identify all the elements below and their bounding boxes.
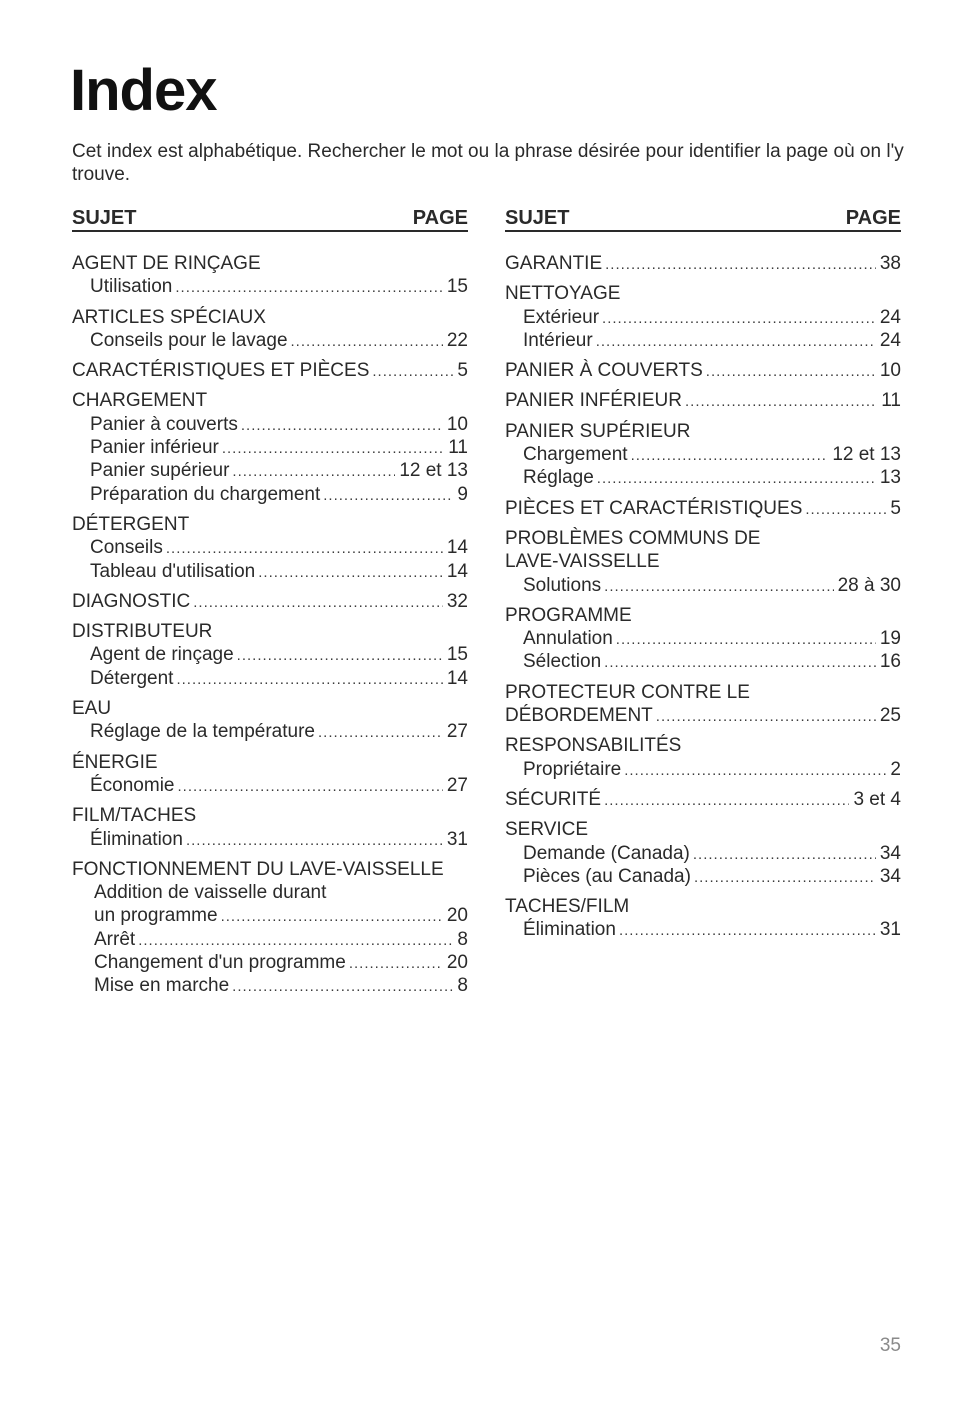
- entry-page: 13: [879, 467, 901, 489]
- index-subentry: [72, 974, 468, 997]
- entry-page: 5: [890, 497, 901, 519]
- entry-text: SERVICE: [505, 819, 589, 841]
- entry-page: 11: [448, 437, 468, 459]
- dot-leader: [631, 444, 829, 467]
- entry-page: 31: [446, 828, 468, 850]
- index-heading: [505, 604, 901, 627]
- index-entry: [72, 252, 468, 299]
- entry-text: PROTECTEUR CONTRE LE: [505, 681, 750, 703]
- entry-text: PANIER À COUVERTS: [505, 360, 703, 382]
- entry-page: 20: [446, 905, 468, 927]
- index-heading: [505, 389, 901, 412]
- page-number: 35: [879, 1335, 901, 1356]
- entry-text: Addition de vaisselle durant: [94, 882, 327, 904]
- entry-text: FONCTIONNEMENT DU LAVE-VAISSELLE: [72, 858, 444, 880]
- index-heading: [72, 306, 468, 329]
- index-column-left: [72, 207, 468, 1005]
- entry-text: Panier à couverts: [90, 413, 238, 435]
- entry-text: Élimination: [523, 919, 616, 941]
- entry-page: 22: [446, 329, 468, 351]
- entry-text: Réglage de la température: [90, 721, 315, 743]
- index-entry: [505, 788, 901, 811]
- entry-page: 3 et 4: [853, 788, 901, 810]
- index-entry: [505, 497, 901, 520]
- entry-text: PROBLÈMES COMMUNS DE: [505, 527, 761, 549]
- index-subentry: [72, 560, 468, 583]
- index-subentry: [72, 904, 468, 927]
- index-entries: [505, 252, 901, 942]
- entry-text: FILM/TACHES: [72, 805, 197, 827]
- entry-page: 27: [446, 721, 468, 743]
- dot-leader: [175, 276, 442, 299]
- entry-text: CARACTÉRISTIQUES ET PIÈCES: [72, 360, 370, 382]
- entry-page: 20: [446, 952, 468, 974]
- dot-leader: [232, 975, 453, 998]
- index-heading: [505, 527, 901, 550]
- entry-text: DIAGNOSTIC: [72, 590, 191, 612]
- entry-page: 9: [457, 483, 468, 505]
- entry-text: DÉTERGENT: [72, 513, 190, 535]
- dot-leader: [176, 668, 442, 691]
- index-subentry: [72, 828, 468, 851]
- entry-page: 15: [446, 276, 468, 298]
- entry-page: 27: [446, 774, 468, 796]
- entry-page: 24: [879, 329, 901, 351]
- index-subentry: [505, 842, 901, 865]
- index-entry: [505, 282, 901, 352]
- index-heading: [72, 590, 468, 613]
- entry-text: Solutions: [523, 574, 602, 596]
- entry-page: 11: [881, 390, 901, 412]
- index-entry: [72, 804, 468, 851]
- index-entry: [72, 359, 468, 382]
- entry-page: 12 et 13: [399, 460, 468, 482]
- entry-text: Conseils: [90, 537, 163, 559]
- index-entry: [505, 252, 901, 275]
- entry-page: 14: [446, 560, 468, 582]
- entry-text: Utilisation: [90, 276, 173, 298]
- index-subentry: [505, 466, 901, 489]
- entry-page: 8: [457, 928, 468, 950]
- index-entry: [72, 697, 468, 744]
- index-entry: [505, 895, 901, 942]
- index-subentry: [505, 306, 901, 329]
- index-heading: [505, 734, 901, 757]
- dot-leader: [291, 330, 443, 353]
- entry-text: Arrêt: [94, 928, 136, 950]
- entry-text: Intérieur: [523, 329, 593, 351]
- dot-leader: [258, 561, 443, 584]
- dot-leader: [323, 484, 453, 507]
- subject-header: SUJET: [72, 207, 137, 229]
- dot-leader: [604, 789, 849, 812]
- entry-text: Préparation du chargement: [90, 483, 321, 505]
- index-heading: [72, 804, 468, 827]
- dot-leader: [349, 952, 443, 975]
- index-entry: [505, 818, 901, 888]
- entry-text: PANIER SUPÉRIEUR: [505, 420, 691, 442]
- dot-leader: [602, 307, 876, 330]
- entry-text: Extérieur: [523, 306, 600, 328]
- entry-text: Pièces (au Canada): [523, 865, 691, 887]
- dot-leader: [178, 775, 443, 798]
- dot-leader: [221, 905, 443, 928]
- entry-page: 31: [879, 919, 901, 941]
- entry-text: ARTICLES SPÉCIAUX: [72, 306, 266, 328]
- index-heading: [72, 252, 468, 275]
- dot-leader: [241, 414, 443, 437]
- intro-text: Cet index est alphabétique. Rechercher le mot ou la phrase désirée pour identifier la page où on l'y trouve.: [72, 141, 904, 185]
- index-entry: [72, 513, 468, 583]
- entry-text: TACHES/FILM: [505, 896, 630, 918]
- index-subentry: [505, 443, 901, 466]
- index-subentry: [505, 329, 901, 352]
- index-heading: [505, 282, 901, 305]
- index-subentry: [72, 413, 468, 436]
- index-subentry: [72, 881, 468, 904]
- index-heading: [505, 359, 901, 382]
- dot-leader: [318, 721, 443, 744]
- entry-text: RESPONSABILITÉS: [505, 735, 682, 757]
- index-heading: [505, 252, 901, 275]
- entry-text: Panier supérieur: [90, 460, 230, 482]
- index-heading: [505, 788, 901, 811]
- index-entry: [72, 306, 468, 353]
- entry-page: 25: [879, 705, 901, 727]
- entry-text: Réglage: [523, 467, 594, 489]
- entry-page: 19: [879, 628, 901, 650]
- index-entry: [505, 734, 901, 781]
- index-heading: [72, 389, 468, 412]
- index-heading: [72, 751, 468, 774]
- entry-text: PIÈCES ET CARACTÉRISTIQUES: [505, 497, 803, 519]
- dot-leader: [624, 759, 886, 782]
- entry-page: 2: [890, 758, 901, 780]
- subject-header: SUJET: [505, 207, 570, 229]
- entry-page: 14: [446, 537, 468, 559]
- index-heading: [505, 681, 901, 704]
- index-heading: [72, 359, 468, 382]
- entry-text: Élimination: [90, 828, 183, 850]
- page-header: PAGE: [412, 207, 468, 229]
- entry-text: AGENT DE RINÇAGE: [72, 253, 261, 274]
- entry-page: 14: [446, 667, 468, 689]
- entry-text: GARANTIE: [505, 253, 603, 274]
- dot-leader: [232, 460, 395, 483]
- index-entry: [72, 751, 468, 798]
- entry-text: ÉNERGIE: [72, 751, 158, 773]
- index-subentry: [72, 329, 468, 352]
- entry-text: Sélection: [523, 651, 602, 673]
- index-heading: [72, 620, 468, 643]
- index-column-right: [505, 207, 901, 949]
- index-heading: [505, 704, 901, 727]
- index-subentry: [72, 275, 468, 298]
- index-entry: [505, 681, 901, 728]
- dot-leader: [138, 929, 453, 952]
- index-subentry: [505, 650, 901, 673]
- dot-leader: [193, 591, 443, 614]
- column-header: [505, 207, 901, 232]
- index-heading: [505, 818, 901, 841]
- dot-leader: [706, 360, 876, 383]
- index-subentry: [72, 536, 468, 559]
- entry-text: un programme: [94, 905, 218, 927]
- entry-text: Chargement: [523, 444, 628, 466]
- entry-text: Annulation: [523, 628, 613, 650]
- entry-text: Économie: [90, 774, 175, 796]
- dot-leader: [694, 866, 876, 889]
- entry-page: 10: [879, 360, 901, 382]
- dot-leader: [372, 360, 453, 383]
- dot-leader: [616, 628, 876, 651]
- dot-leader: [656, 705, 876, 728]
- dot-leader: [237, 644, 443, 667]
- entry-text: NETTOYAGE: [505, 283, 621, 305]
- dot-leader: [166, 537, 443, 560]
- entry-page: 10: [446, 413, 468, 435]
- dot-leader: [604, 651, 876, 674]
- index-entry: [505, 604, 901, 674]
- index-heading: [72, 513, 468, 536]
- index-heading: [505, 497, 901, 520]
- dot-leader: [222, 437, 444, 460]
- entry-text: LAVE-VAISSELLE: [505, 551, 660, 573]
- index-heading: [505, 420, 901, 443]
- dot-leader: [596, 330, 876, 353]
- column-header: [72, 207, 468, 232]
- index-subentry: [72, 951, 468, 974]
- index-heading: [505, 550, 901, 573]
- dot-leader: [693, 843, 876, 866]
- dot-leader: [186, 829, 443, 852]
- index-entry: [505, 420, 901, 490]
- index-subentry: [72, 459, 468, 482]
- dot-leader: [805, 498, 886, 521]
- entry-text: Mise en marche: [94, 975, 230, 997]
- page-header: PAGE: [845, 207, 901, 229]
- entry-page: 24: [879, 306, 901, 328]
- entry-text: PROGRAMME: [505, 604, 632, 626]
- index-subentry: [72, 720, 468, 743]
- entry-text: SÉCURITÉ: [505, 788, 602, 810]
- index-entry: [72, 389, 468, 505]
- entry-text: Changement d'un programme: [94, 952, 346, 974]
- page-title: Index: [70, 58, 217, 123]
- entry-page: 34: [879, 865, 901, 887]
- index-entry: [72, 590, 468, 613]
- entry-page: 8: [457, 975, 468, 997]
- index-entry: [505, 527, 901, 597]
- entry-text: Demande (Canada): [523, 842, 690, 864]
- entry-page: 32: [446, 590, 468, 612]
- dot-leader: [604, 575, 833, 598]
- dot-leader: [685, 390, 877, 413]
- entry-page: 16: [879, 651, 901, 673]
- index-subentry: [505, 918, 901, 941]
- dot-leader: [619, 919, 876, 942]
- index-subentry: [72, 774, 468, 797]
- dot-leader: [605, 253, 876, 276]
- entry-page: 28 à 30: [837, 574, 901, 596]
- index-entry: [72, 620, 468, 690]
- index-subentry: [505, 574, 901, 597]
- entry-text: Tableau d'utilisation: [90, 560, 256, 582]
- entry-text: Propriétaire: [523, 758, 622, 780]
- entry-text: DÉBORDEMENT: [505, 705, 653, 727]
- index-subentry: [72, 643, 468, 666]
- entry-text: EAU: [72, 698, 112, 720]
- entry-text: DISTRIBUTEUR: [72, 621, 213, 643]
- index-subentry: [72, 928, 468, 951]
- index-heading: [505, 895, 901, 918]
- index-entry: [72, 858, 468, 998]
- index-subentry: [72, 483, 468, 506]
- entry-text: CHARGEMENT: [72, 390, 208, 412]
- index-subentry: [72, 667, 468, 690]
- entry-text: PANIER INFÉRIEUR: [505, 390, 683, 412]
- index-entries: [72, 252, 468, 998]
- entry-text: Panier inférieur: [90, 437, 219, 459]
- index-subentry: [505, 627, 901, 650]
- entry-page: 15: [446, 644, 468, 666]
- entry-text: Détergent: [90, 667, 174, 689]
- index-entry: [505, 359, 901, 382]
- entry-page: 34: [879, 842, 901, 864]
- entry-page: 12 et 13: [832, 444, 901, 466]
- index-entry: [505, 389, 901, 412]
- index-heading: [72, 697, 468, 720]
- entry-text: Agent de rinçage: [90, 644, 234, 666]
- index-heading: [72, 858, 468, 881]
- index-subentry: [505, 865, 901, 888]
- index-subentry: [505, 758, 901, 781]
- dot-leader: [597, 467, 876, 490]
- entry-text: Conseils pour le lavage: [90, 329, 288, 351]
- entry-page: 5: [457, 360, 468, 382]
- entry-page: 38: [879, 253, 901, 274]
- index-subentry: [72, 436, 468, 459]
